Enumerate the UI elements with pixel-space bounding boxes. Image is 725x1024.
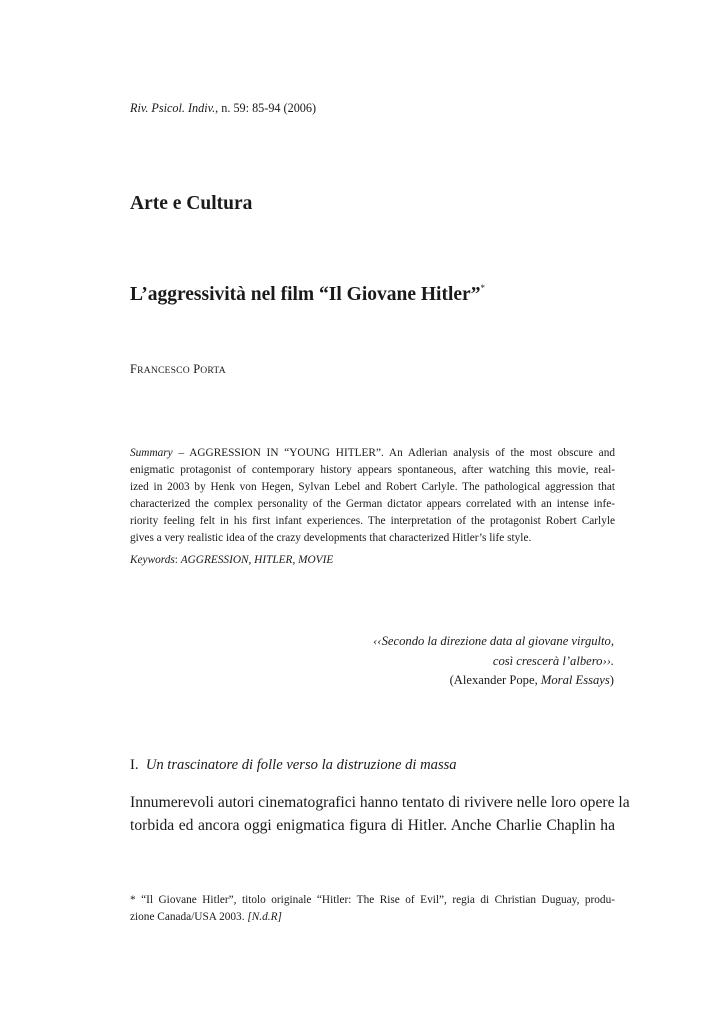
epigraph-attribution: [373, 671, 614, 691]
article-title-text: L’aggressività nel film “Il Giovane Hitler”: [130, 284, 481, 305]
body-paragraph: [130, 792, 630, 837]
keywords-values: AGGRESSION, HITLER, MOVIE: [180, 554, 334, 566]
keywords-separator: :: [174, 554, 181, 566]
journal-citation: [130, 101, 316, 116]
abstract-line: characterized the complex personality of the German dictator appears correlated with an intense infe-: [130, 498, 615, 510]
abstract-line: riority feeling felt in his first infant experiences. The interpretation of the protagonist Robert Carlyle: [130, 515, 615, 527]
journal-issue-details: , n. 59: 85-94 (2006): [215, 101, 317, 115]
epigraph-line: ‹‹Secondo la direzione data al giovane virgulto,: [373, 634, 614, 648]
body-line: Innumerevoli autori cinematografici hanno tentato di rivivere nelle loro opere la: [130, 794, 630, 811]
abstract-line: gives a very realistic idea of the crazy developments that characterized Hitler’s life style.: [130, 532, 532, 544]
body-line: torbida ed ancora oggi enigmatica figura di Hitler. Anche Charlie Chaplin ha: [130, 816, 615, 834]
footnote-line: * “Il Giovane Hitler”, titolo originale “Hitler: The Rise of Evil”, regia di Christian Duguay, produ-: [130, 894, 615, 906]
section-number: I.: [130, 757, 139, 773]
section-title: Arte e Cultura: [130, 193, 253, 214]
attribution-prefix: (Alexander Pope,: [449, 673, 541, 687]
journal-name: Riv. Psicol. Indiv.: [130, 101, 216, 115]
footnote: [130, 892, 615, 926]
epigraph: [373, 632, 614, 691]
footnote-line-text: zione Canada/USA 2003.: [130, 911, 248, 923]
footnote-line: [130, 909, 615, 926]
abstract-line: enigmatic protagonist of contemporary history appears spontaneous, after watching this movie, real-: [130, 464, 615, 476]
author-last-initial: P: [193, 362, 201, 376]
abstract-line: ized in 2003 by Henk von Hegen, Sylvan Lebel and Robert Carlyle. The pathological aggression that: [130, 481, 615, 493]
abstract-line: [130, 445, 615, 462]
footnote-mark: *: [480, 282, 485, 293]
abstract: [130, 445, 615, 547]
section-heading: [130, 757, 457, 774]
section-heading-title: Un trascinatore di folle verso la distruzione di massa: [145, 757, 457, 773]
author-first-initial: F: [130, 362, 138, 376]
author-last-rest: ORTA: [200, 365, 226, 376]
keywords-label: Keywords: [130, 554, 175, 566]
article-title: [130, 284, 485, 306]
author-name: [130, 362, 226, 377]
epigraph-line: così crescerà l’albero››.: [492, 653, 614, 668]
footnote-editor-note: [N.d.R]: [247, 911, 282, 923]
author-first-rest: RANCESCO: [137, 365, 190, 376]
abstract-label: Summary: [130, 447, 173, 459]
abstract-line-text: – AGGRESSION IN “YOUNG HITLER”. An Adlerian analysis of the most obscure and: [172, 447, 615, 459]
attribution-work: Moral Essays: [540, 673, 610, 687]
keywords: [130, 554, 333, 566]
attribution-suffix: ): [609, 673, 614, 687]
